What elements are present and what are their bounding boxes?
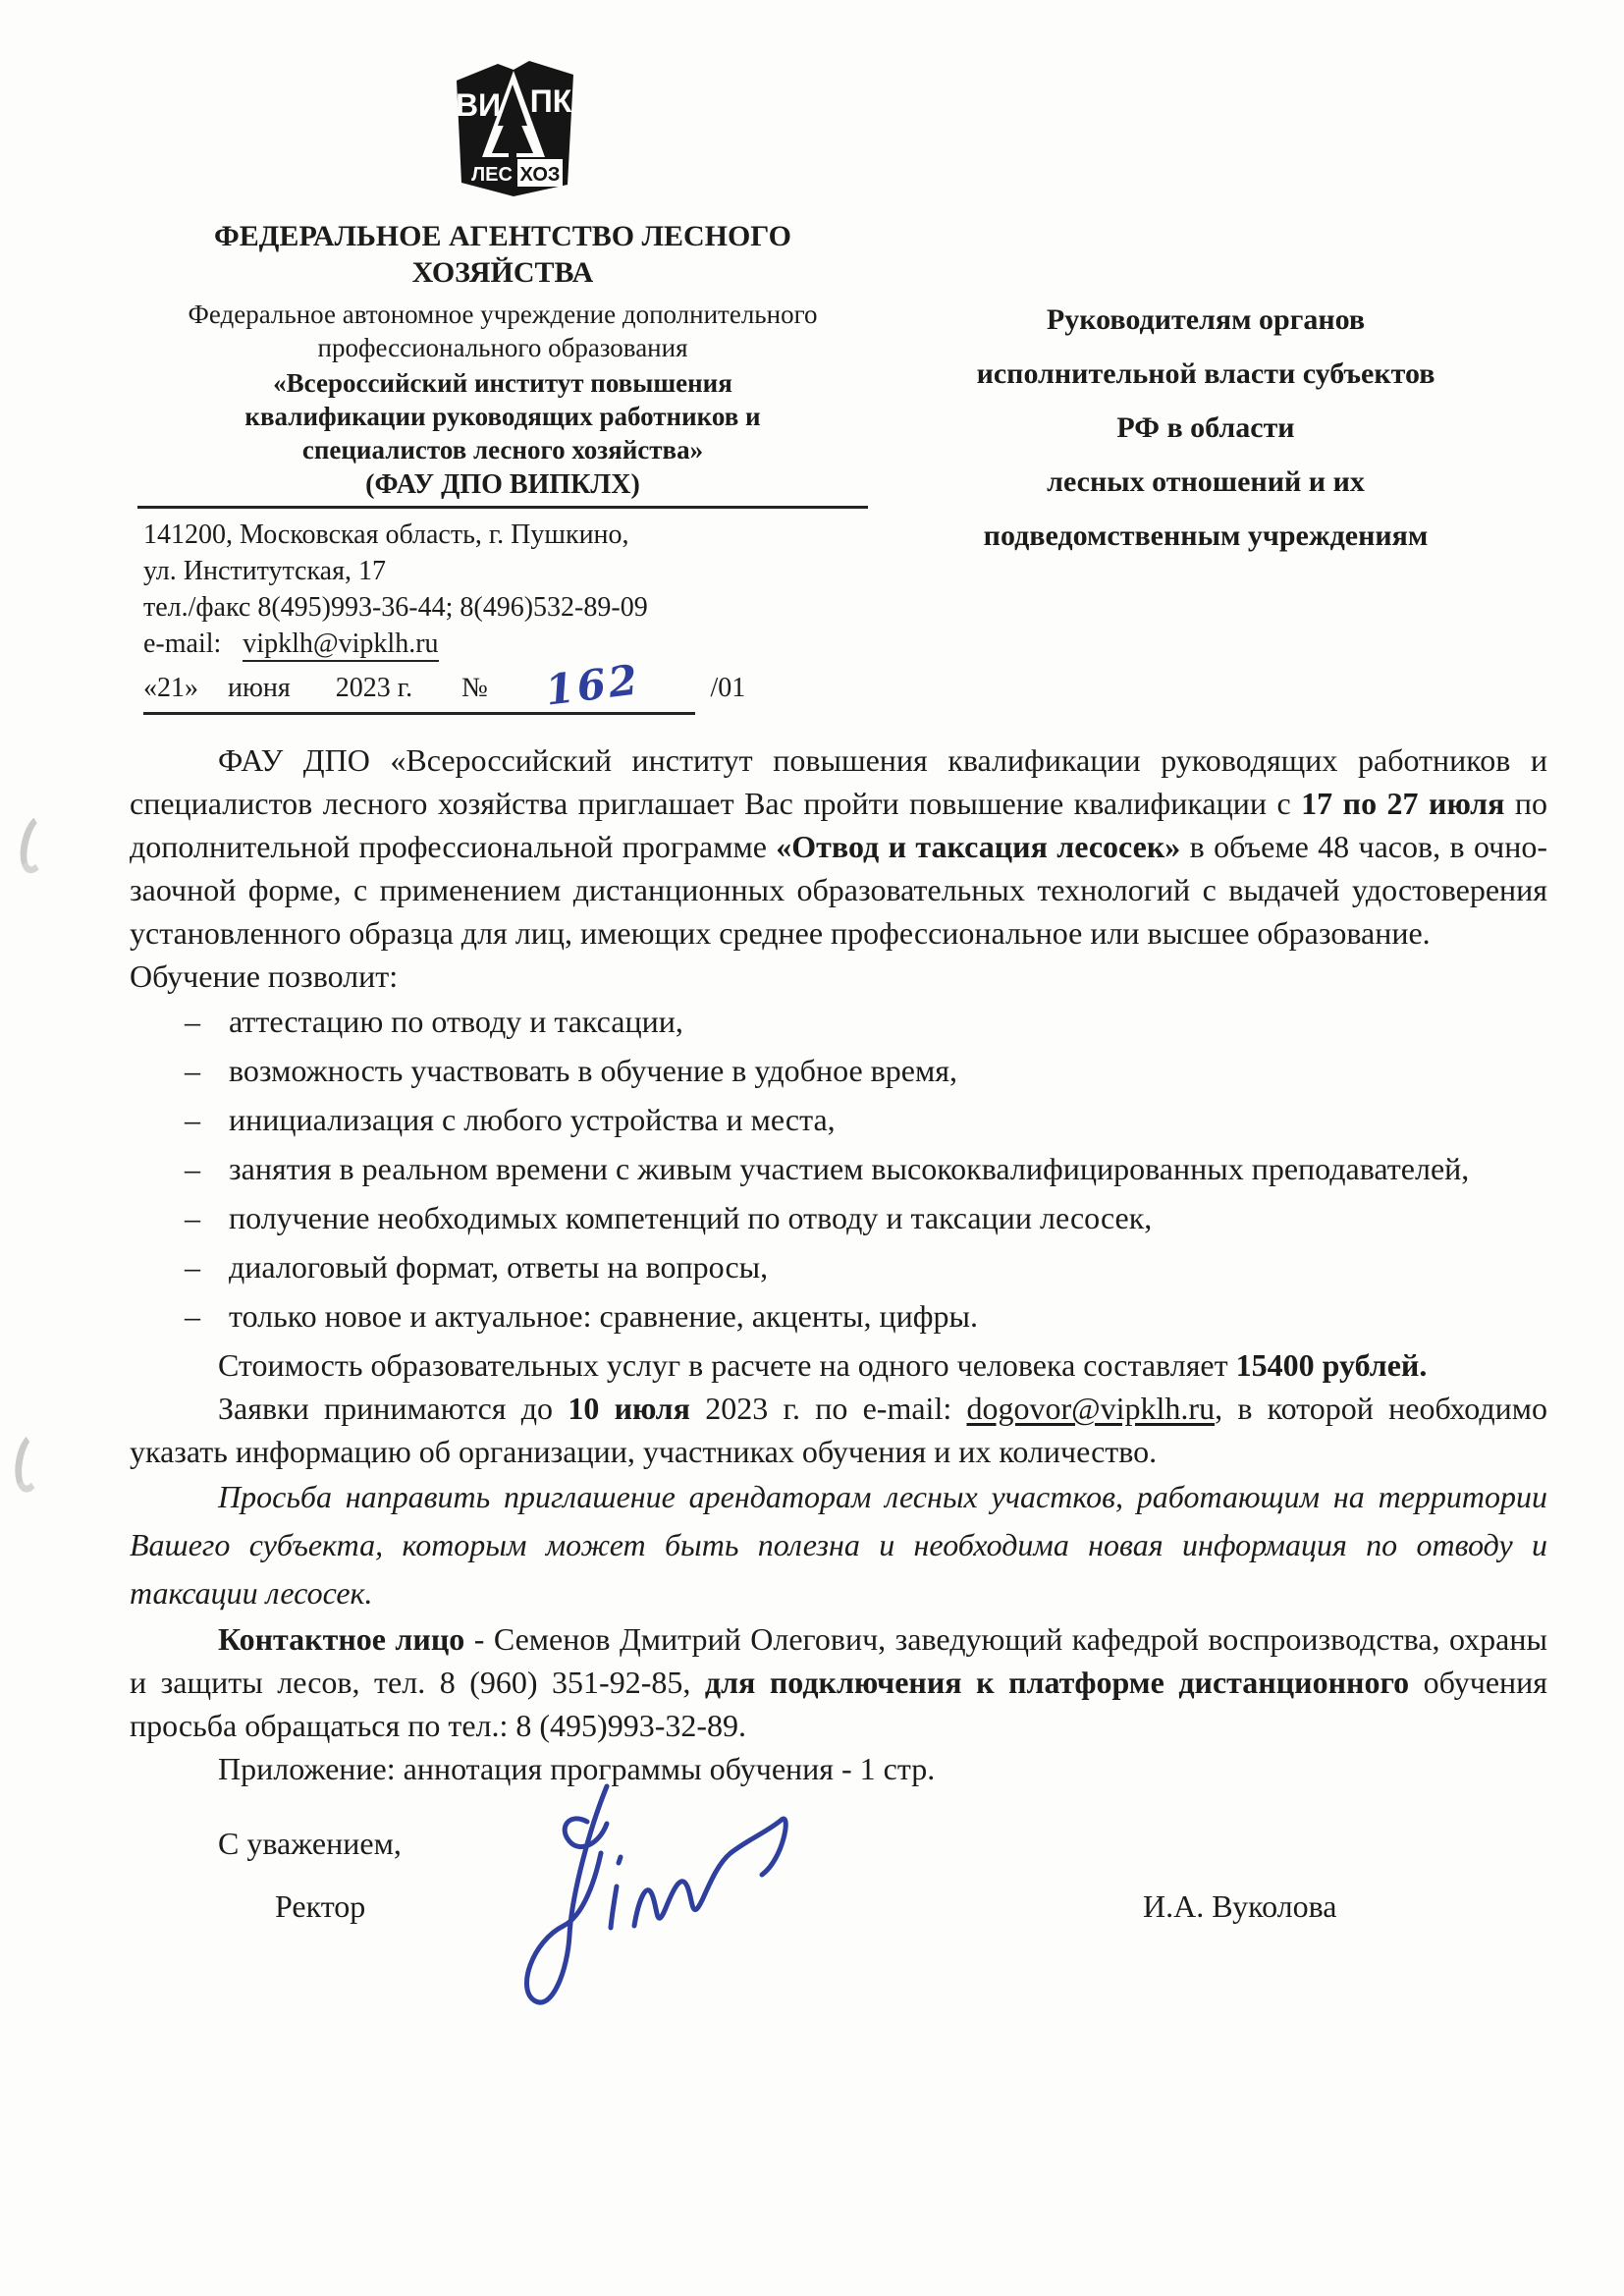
letter-month: июня (228, 673, 291, 703)
signatory-position: Ректор (275, 1888, 366, 1924)
handwritten-signature (414, 1765, 837, 2030)
institute-name: «Всероссийский институт повышения квалификации руководящих работников и специалистов лесного хозяйства» (244, 368, 761, 465)
benefits-list (130, 1000, 1547, 1338)
applications-paragraph: Заявки принимаются до 10 июля 2023 г. по e-mail: dogovor@vipklh.ru, в которой необходимо указать информацию об организации, участниках обучения и их количество. (130, 1391, 1548, 1469)
signatory-name: И.А. Вуколова (1143, 1888, 1337, 1924)
recipient-line: РФ в области (1116, 411, 1295, 444)
signature-block (130, 1822, 1547, 2043)
regards-line: С уважением, (218, 1826, 402, 1861)
logo-text-les: ЛЕС (471, 164, 513, 186)
recipient-block (923, 293, 1489, 563)
letterhead-divider (137, 506, 868, 509)
invitation-paragraph: ФАУ ДПО «Всероссийский институт повышения квалификации руководящих работников и специалистов лесного хозяйства приглашает Вас пройти повышение квалификации с 17 по 27 июля по дополнительной профессиональной программе «Отвод и таксация лесосек» в объеме 48 часов, в очно-заочной форме, с применением дистанционных образовательных технологий с выдачей удостоверения установленного образца для лиц, имеющих среднее профессиональное или высшее образование. (130, 742, 1548, 951)
handwritten-letter-number: 162 (542, 655, 643, 715)
address-line-1: 141200, Московская область, г. Пушкино, (143, 519, 629, 550)
recipient-line: подведомственным учреждениям (983, 519, 1429, 552)
list-dash-marker: – (185, 1298, 200, 1334)
logo-text-vi: ВИ (455, 87, 502, 123)
vipklh-leshoz-logo (429, 55, 596, 212)
institute-abbr: (ФАУ ДПО ВИПКЛХ) (365, 469, 640, 500)
number-sign: № (461, 673, 488, 703)
logo-text-khoz: ХОЗ (519, 164, 561, 186)
recipient-line: Руководителям органов (1046, 303, 1366, 336)
letter-number-suffix: /01 (710, 673, 746, 703)
list-dash-marker: – (185, 1053, 200, 1088)
list-dash-marker: – (185, 1151, 200, 1186)
benefit-item: – диалоговый формат, ответы на вопросы, (130, 1245, 1547, 1288)
letterhead-left-column (137, 218, 868, 715)
list-dash-marker: – (185, 1004, 200, 1039)
benefit-item: – только новое и актуальное: сравнение, акценты, цифры. (130, 1294, 1547, 1338)
list-dash-marker: – (185, 1200, 200, 1235)
contact-paragraph: Контактное лицо - Семенов Дмитрий Олегович, заведующий кафедрой воспроизводства, охраны и защиты лесов, тел. 8 (960) 351-92-85, для подключения к платформе дистанционного обучения просьба обращаться по тел.: 8 (495)993-32-89. (130, 1621, 1548, 1743)
scan-artifact (11, 1430, 50, 1495)
recipient-line: исполнительной власти субъектов (976, 357, 1435, 390)
benefit-item: – занятия в реальном времени с живым участием высококвалифицированных преподавателей, (130, 1147, 1547, 1190)
letter-day: «21» (143, 673, 198, 703)
list-dash-marker: – (185, 1102, 200, 1137)
logo-graphic (429, 55, 596, 212)
attachment-line: Приложение: аннотация программы обучения - 1 стр. (218, 1751, 936, 1786)
email-line (143, 626, 868, 662)
benefits-label: Обучение позволит: (130, 958, 399, 994)
phone-fax-line: тел./факс 8(495)993-36-44; 8(496)532-89-09 (143, 592, 648, 623)
letter-body (130, 738, 1547, 2043)
email-address: vipklh@vipklh.ru (243, 629, 438, 662)
date-number-line (143, 655, 746, 715)
benefit-item: – получение необходимых компетенций по отводу и таксации лесосек, (130, 1196, 1547, 1239)
address-line-2: ул. Институтская, 17 (143, 556, 386, 586)
agency-name: ФЕДЕРАЛЬНОЕ АГЕНТСТВО ЛЕСНОГО ХОЗЯЙСТВА (214, 220, 791, 289)
letter-year: 2023 г. (335, 673, 413, 703)
cost-paragraph: Стоимость образовательных услуг в расчете на одного человека составляет 15400 рублей. (218, 1347, 1428, 1383)
email-label: e-mail: (143, 629, 222, 659)
request-paragraph: Просьба направить приглашение арендаторам лесных участков, работающим на территории Вашего субъекта, которым может быть полезна и необходима новая информация по отводу и таксации лесосек. (130, 1479, 1547, 1611)
logo-text-pk: ПК (529, 83, 572, 119)
benefit-item: – инициализация с любого устройства и места, (130, 1098, 1547, 1141)
benefit-item: – возможность участвовать в обучение в удобное время, (130, 1049, 1547, 1092)
benefit-item: – аттестацию по отводу и таксации, (130, 1000, 1547, 1043)
scan-artifact (15, 810, 58, 876)
address-block (137, 517, 868, 715)
org-type: Федеральное автономное учреждение дополнительного профессионального образования (188, 300, 818, 362)
recipient-line: лесных отношений и их (1047, 465, 1365, 498)
list-dash-marker: – (185, 1249, 200, 1285)
